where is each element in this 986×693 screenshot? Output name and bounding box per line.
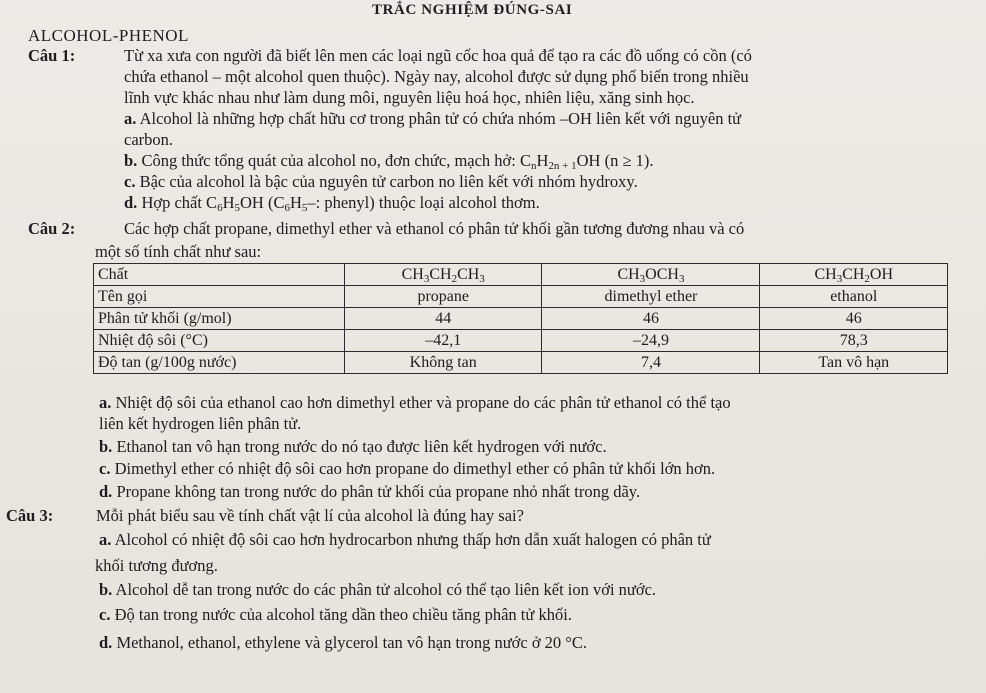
table-cell: propane — [345, 286, 542, 308]
q1-stem-line1: Từ xa xưa con người đã biết lên men các loại ngũ cốc hoa quả để tạo ra các đồ uống có cồn (có — [124, 46, 752, 65]
table-cell: Độ tan (g/100g nước) — [94, 352, 345, 374]
q2-label: Câu 2: — [28, 219, 76, 238]
q3-c-text: Độ tan trong nước của alcohol tăng dần theo chiều tăng phân tử khối. — [114, 605, 572, 624]
table-cell: dimethyl ether — [542, 286, 760, 308]
q2-c-label: c. — [99, 459, 111, 478]
table-cell: Tan vô hạn — [760, 352, 948, 374]
table-cell: Chất — [94, 264, 345, 286]
q3-option-b — [99, 580, 656, 600]
q3-option-d — [99, 633, 587, 653]
q1-d-s2: 5 — [234, 202, 240, 214]
q3-option-c — [99, 605, 572, 625]
q3-d-text: Methanol, ethanol, ethylene và glycerol tan vô hạn trong nước ở 20 °C. — [116, 633, 588, 652]
q3-a-label: a. — [99, 530, 112, 549]
q1-a-line2: carbon. — [124, 130, 174, 149]
properties-table — [93, 263, 948, 374]
table-row — [94, 308, 948, 330]
q1-a-text: Alcohol là những hợp chất hữu cơ trong phân tử có chứa nhóm –OH liên kết với nguyên tử — [139, 109, 742, 128]
q2-option-d — [99, 482, 640, 502]
q1-label: Câu 1: — [28, 46, 76, 65]
q2-a-text: Nhiệt độ sôi của ethanol cao hơn dimethyl ether và propane do các phân tử ethanol có thể tạo — [115, 393, 731, 412]
table-row — [94, 330, 948, 352]
q2-c-text: Dimethyl ether có nhiệt độ sôi cao hơn propane do dimethyl ether có phân tử khối lớn hơn. — [114, 459, 716, 478]
q3-b-label: b. — [99, 580, 113, 599]
q1-c-text: Bậc của alcohol là bậc của nguyên tử carbon no liên kết với nhóm hydroxy. — [139, 172, 638, 191]
table-cell: 44 — [345, 308, 542, 330]
q2-stem-line2: một số tính chất như sau: — [95, 242, 262, 261]
q1-d-p5: –: phenyl) thuộc loại alcohol thơm. — [307, 193, 540, 212]
table-row — [94, 286, 948, 308]
q1-option-d — [124, 193, 540, 213]
table-header-ethanol: $CH_3CH_2OH$ — [760, 264, 948, 286]
q3-label: Câu 3: — [6, 506, 54, 525]
q2-option-c — [99, 459, 715, 479]
table-cell: Phân tử khối (g/mol) — [94, 308, 345, 330]
q3-option-a — [99, 530, 711, 550]
q1-d-p1: Hợp chất C — [141, 193, 218, 212]
table-header-propane: $CH_3CH_2CH_3$ — [345, 264, 542, 286]
table-cell: –42,1 — [345, 330, 542, 352]
table-cell: Nhiệt độ sôi (°C) — [94, 330, 345, 352]
q1-option-c — [124, 172, 638, 192]
q3-stem: Mỗi phát biểu sau về tính chất vật lí của alcohol là đúng hay sai? — [96, 506, 524, 525]
q2-option-b — [99, 437, 607, 457]
table-cell: –24,9 — [542, 330, 760, 352]
q1-c-label: c. — [124, 172, 136, 191]
q1-b-text: Công thức tổng quát của alcohol no, đơn chức, mạch hở: C — [141, 151, 531, 170]
q1-a-label: a. — [124, 109, 137, 128]
table-cell: 78,3 — [760, 330, 948, 352]
q1-b-sub1: n — [530, 160, 537, 172]
table-cell: Không tan — [345, 352, 542, 374]
q2-d-label: d. — [99, 482, 113, 501]
q1-d-p4: H — [289, 193, 302, 212]
q2-a-label: a. — [99, 393, 112, 412]
q2-b-label: b. — [99, 437, 113, 456]
q1-option-a — [124, 109, 741, 129]
q2-d-text: Propane không tan trong nước do phân tử khối của propane nhỏ nhất trong dãy. — [116, 482, 641, 501]
table-cell: ethanol — [760, 286, 948, 308]
table-header-dimethyl-ether: $CH_3OCH_3$ — [542, 264, 760, 286]
section-title: ALCOHOL-PHENOL — [28, 26, 189, 45]
q3-b-text: Alcohol dễ tan trong nước do các phân tử alcohol có thể tạo liên kết ion với nước. — [115, 580, 657, 599]
q1-b-end: OH (n ≥ 1). — [576, 151, 654, 170]
q1-d-s3: 6 — [284, 202, 290, 214]
q1-b-mid: H — [536, 151, 549, 170]
table-row — [94, 264, 948, 286]
table-cell: 46 — [760, 308, 948, 330]
q1-b-label: b. — [124, 151, 138, 170]
q2-b-text: Ethanol tan vô hạn trong nước do nó tạo được liên kết hydrogen với nước. — [116, 437, 607, 456]
header-title: TRẮC NGHIỆM ĐÚNG-SAI — [372, 2, 573, 18]
table-cell: Tên gọi — [94, 286, 345, 308]
q1-d-p2: H — [222, 193, 235, 212]
q2-option-a — [99, 393, 731, 413]
q3-a-line2: khối tương đương. — [95, 556, 218, 575]
q1-d-p3: OH (C — [240, 193, 285, 212]
q2-a-line2: liên kết hydrogen liên phân tử. — [99, 414, 302, 433]
table-cell: 7,4 — [542, 352, 760, 374]
q1-d-label: d. — [124, 193, 138, 212]
q1-option-b — [124, 151, 654, 171]
q3-a-text: Alcohol có nhiệt độ sôi cao hơn hydrocarbon nhưng thấp hơn dẫn xuất halogen có phân tử — [114, 530, 711, 549]
q1-b-sub2: 2n + 1 — [548, 160, 577, 172]
q2-stem-line1: Các hợp chất propane, dimethyl ether và ethanol có phân tử khối gần tương đương nhau và có — [124, 219, 745, 238]
q1-d-s4: 5 — [301, 202, 308, 214]
table-cell: 46 — [542, 308, 760, 330]
q3-d-label: d. — [99, 633, 113, 652]
q1-stem-line3: lĩnh vực khác nhau như làm dung môi, nguyên liệu hoá học, nhiên liệu, xăng sinh học. — [124, 88, 695, 107]
q3-c-label: c. — [99, 605, 111, 624]
q1-d-s1: 6 — [217, 202, 223, 214]
table-row — [94, 352, 948, 374]
q1-stem-line2: chứa ethanol – một alcohol quen thuộc). Ngày nay, alcohol được sử dụng phổ biến trong nhiều — [124, 67, 749, 86]
